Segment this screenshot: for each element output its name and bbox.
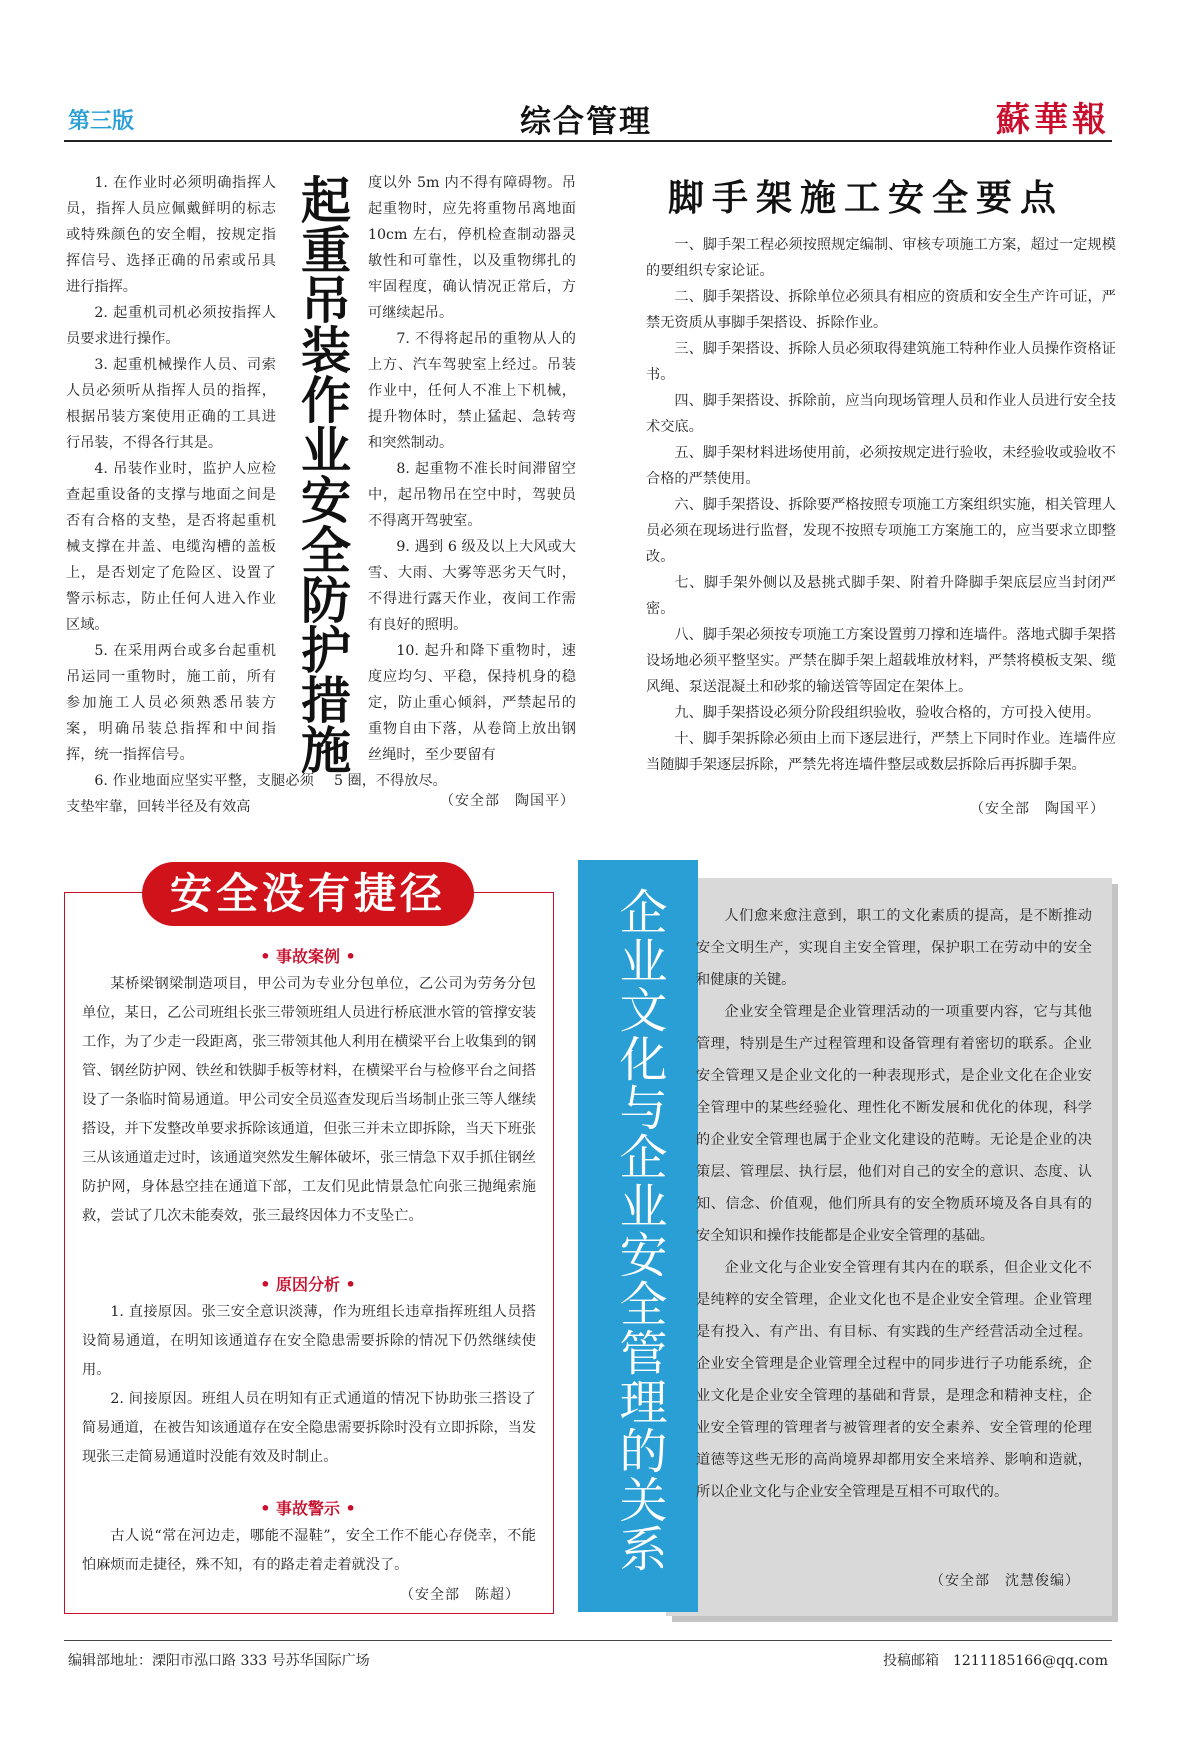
scaffold-item: 三、脚手架搭设、拆除人员必须取得建筑施工特种作业人员操作资格证书。 xyxy=(646,341,1116,383)
crane-item-end: 5 圈，不得放尽。 xyxy=(334,773,447,789)
crane-item: 7. 不得将起吊的重物从人的上方、汽车驾驶室上经过。吊装作业中，任何人不准上下机械，提升物体时，禁止猛起、急转弯和突然制动。 xyxy=(368,331,576,451)
scaffold-item: 五、脚手架材料进场使用前，必须按规定进行验收，未经验收或验收不合格的严禁使用。 xyxy=(646,445,1116,487)
edition-label: 第三版 xyxy=(68,109,135,134)
crane-item: 5. 在采用两台或多台起重机吊运同一重物时，施工前，所有参加施工人员必须熟悉吊装方案，明确吊装总指挥和中间指挥，统一指挥信号。 xyxy=(66,643,276,763)
footer-address: 编辑部地址：溧阳市泓口路 333 号苏华国际广场 xyxy=(68,1653,370,1669)
cause-heading: • 原因分析 • xyxy=(260,1275,356,1294)
warning-text: 古人说“常在河边走，哪能不湿鞋”，安全工作不能心存侥幸，不能怕麻烦而走捷径，殊不知，有的路走着走着就没了。 xyxy=(82,1528,536,1573)
culture-paragraph: 人们愈来愈注意到，职工的文化素质的提高，是不断推动安全文明生产，实现自主安全管理，保护职工在劳动中的安全和健康的关键。 xyxy=(696,908,1092,988)
case-body xyxy=(82,970,536,1231)
crane-item: 10. 起升和降下重物时，速度应均匀、平稳，保持机身的稳定，防止重心倾斜，严禁起吊的重物自由下落，从卷筒上放出钢丝绳时，至少要留有 xyxy=(368,643,576,763)
scaffold-item: 四、脚手架搭设、拆除前，应当向现场管理人员和作业人员进行安全技术交底。 xyxy=(646,393,1116,435)
cause-item: 1. 直接原因。张三安全意识淡薄，作为班组长违章指挥班组人员搭设简易通道，在明知该通道存在安全隐患需要拆除的情况下仍然继续使用。 xyxy=(82,1304,536,1378)
culture-body xyxy=(696,900,1092,1508)
crane-item-6 xyxy=(66,768,314,820)
scaffold-item: 一、脚手架工程必须按照规定编制、审核专项施工方案，超过一定规模的要组织专家论证。 xyxy=(646,237,1116,279)
header-rule xyxy=(64,140,1112,142)
crane-item: 3. 起重机械操作人员、司索人员必须听从指挥人员的指挥，根据吊装方案使用正确的工具进行吊装，不得各行其是。 xyxy=(66,357,276,451)
safety-signature: （安全部 陈超） xyxy=(400,1587,520,1603)
scaffold-title: 脚手架施工安全要点 xyxy=(668,178,1065,219)
scaffold-item: 六、脚手架搭设、拆除要严格按照专项施工方案组织实施，相关管理人员必须在现场进行监督，发现不按照专项施工方案施工的，应当要求立即整改。 xyxy=(646,497,1116,565)
warning-body xyxy=(82,1522,536,1580)
crane-item: 9. 遇到 6 级及以上大风或大雪、大雨、大雾等恶劣天气时，不得进行露天作业，夜间工作需有良好的照明。 xyxy=(368,539,576,633)
crane-item-continued: 度以外 5m 内不得有障碍物。吊起重物时，应先将重物吊离地面 10cm 左右，停机检查制动器灵敏性和可靠性，以及重物绑扎的牢固程度，确认情况正常后，方可继续起吊。 xyxy=(368,175,576,321)
culture-signature: （安全部 沈慧俊编） xyxy=(930,1573,1080,1589)
scaffold-item: 二、脚手架搭设、拆除单位必须具有相应的资质和安全生产许可证，严禁无资质从事脚手架搭设、拆除作业。 xyxy=(646,289,1116,331)
scaffold-item: 十、脚手架拆除必须由上而下逐层进行，严禁上下同时作业。连墙件应当随脚手架逐层拆除，严禁先将连墙件整层或数层拆除后再拆脚手架。 xyxy=(646,731,1116,773)
scaffold-signature: （安全部 陶国平） xyxy=(970,801,1105,817)
footer-rule xyxy=(64,1640,1112,1641)
culture-title: 企业文化与企业安全管理的关系 xyxy=(611,887,667,1573)
section-title: 综合管理 xyxy=(520,104,652,140)
crane-item: 4. 吊装作业时，监护人应检查起重设备的支撑与地面之间是否有合格的支垫，是否将起重机械支撑在井盖、电缆沟槽的盖板上，是否划定了危险区、设置了警示标志，防止任何人进入作业区域。 xyxy=(66,461,276,633)
footer-email: 投稿邮箱 1211185166@qq.com xyxy=(883,1653,1108,1669)
case-heading: • 事故案例 • xyxy=(260,947,356,966)
cause-body xyxy=(82,1298,536,1472)
culture-paragraph: 企业文化与企业安全管理有其内在的联系，但企业文化不是纯粹的安全管理，企业文化也不是企业安全管理。企业管理是有投入、有产出、有目标、有实践的生产经营活动全过程。企业安全管理是企业管理全过程中的同步进行子功能系统，企业文化是企业安全管理的基础和背景，是理念和精神支柱，企业安全管理的管理者与被管理者的安全素养、安全管理的伦理道德等这些无形的高尚境界却都用安全来培养、影响和造就，所以企业文化与企业安全管理是互相不可取代的。 xyxy=(696,1260,1092,1500)
crane-column-2 xyxy=(368,170,576,768)
culture-paragraph: 企业安全管理是企业管理活动的一项重要内容，它与其他管理，特别是生产过程管理和设备管理有着密切的联系。企业安全管理又是企业文化的一种表现形式，是企业文化在企业安全管理中的某些经验化、理性化不断发展和优化的体现，科学的企业安全管理也属于企业文化建设的范畴。无论是企业的决策层、管理层、执行层，他们对自己的安全的意识、态度、认知、信念、价值观，他们所具有的安全物质环境及各自具有的安全知识和操作技能都是企业安全管理的基础。 xyxy=(696,1004,1092,1244)
safety-title-banner: 安全没有捷径 xyxy=(142,862,474,926)
crane-item: 8. 起重物不准长时间滞留空中，起吊物吊在空中时，驾驶员不得离开驾驶室。 xyxy=(368,461,576,529)
crane-item: 1. 在作业时必须明确指挥人员，指挥人员应佩戴鲜明的标志或特殊颜色的安全帽，按规定指挥信号、选择正确的吊索或吊具进行指挥。 xyxy=(66,175,276,295)
scaffold-item: 九、脚手架搭设必须分阶段组织验收，验收合格的，方可投入使用。 xyxy=(674,705,1101,721)
scaffold-body xyxy=(646,232,1116,778)
scaffold-item: 八、脚手架必须按专项施工方案设置剪刀撑和连墙件。落地式脚手架搭设场地必须平整坚实。严禁在脚手架上超载堆放材料，严禁将模板支架、缆风绳、泵送混凝土和砂浆的输送管等固定在架体上。 xyxy=(646,627,1116,695)
scaffold-item: 七、脚手架外侧以及悬挑式脚手架、附着升降脚手架底层应当封闭严密。 xyxy=(646,575,1116,617)
crane-item: 2. 起重机司机必须按指挥人员要求进行操作。 xyxy=(66,305,276,347)
case-text: 某桥梁钢梁制造项目，甲公司为专业分包单位，乙公司为劳务分包单位，某日，乙公司班组长张三带领班组人员进行桥底泄水管的管撑安装工作，为了少走一段距离，张三带领其他人利用在横梁平台上收集到的钢管、钢丝防护网、铁丝和铁脚手板等材料，在横梁平台与检修平台之间搭设了一条临时简易通道。甲公司安全员巡查发现后当场制止张三等人继续搭设，并下发整改单要求拆除该通道，但张三并未立即拆除，当天下班张三从该通道走过时，该通道突然发生解体破坏，张三情急下双手抓住钢丝防护网，身体悬空挂在通道下部，工友们见此情景急忙向张三抛绳索施救，尝试了几次未能奏效，张三最终因体力不支坠亡。 xyxy=(82,976,537,1224)
crane-signature: （安全部 陶国平） xyxy=(440,793,575,809)
cause-item: 2. 间接原因。班组人员在明知有正式通道的情况下协助张三搭设了简易通道，在被告知该通道存在安全隐患需要拆除时没有立即拆除，当发现张三走简易通道时没能有效及时制止。 xyxy=(82,1391,537,1465)
warning-heading: • 事故警示 • xyxy=(260,1499,356,1518)
crane-article-title: 起重吊装作业安全防护措施 xyxy=(293,174,352,774)
crane-item: 6. 作业地面应坚实平整，支腿必须支垫牢靠，回转半径及有效高 xyxy=(66,773,314,815)
masthead-logo: 蘇華報 xyxy=(996,100,1110,140)
crane-column-1 xyxy=(66,170,276,768)
